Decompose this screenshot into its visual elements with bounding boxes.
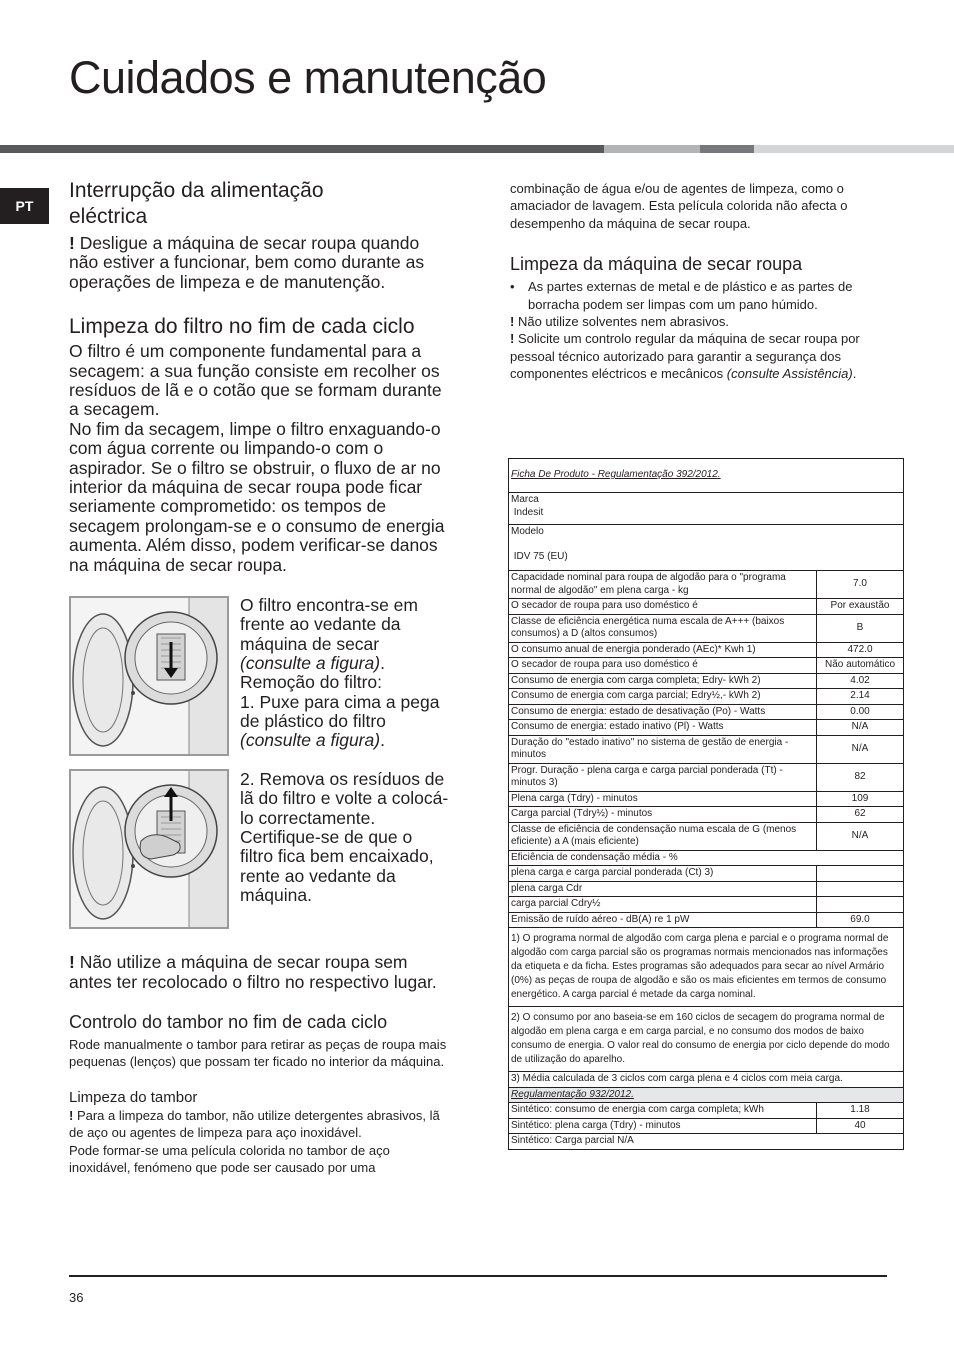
table-row — [509, 791, 904, 807]
table-cell-label: Progr. Duração - plena carga e carga parcial ponderada (Tt) - minutos 3) — [509, 763, 817, 791]
figure-row-1 — [69, 596, 449, 756]
service-reference: (consulte Assistência) — [726, 366, 853, 382]
fiche-header — [509, 459, 904, 493]
section-title-filter: Limpeza do filtro no fim de cada ciclo — [69, 315, 415, 339]
filter-paragraph-2: No fim da secagem, limpe o filtro enxaguando-o com água corrente ou limpando-o com o aspirador. Se o filtro se obstruir, o fluxo de ar no interior da máquina de secar roupa pode ficar seriamente comprometido: os tempos de secagem prolongam-se e o consumo de energia aumenta. Além disso, podem verificar-se danos na máquina de secar roupa. — [69, 418, 445, 575]
table-cell-value: 2.14 — [817, 689, 904, 705]
table-cell-value: N/A — [817, 735, 904, 763]
brand-value: Indesit — [513, 506, 544, 518]
table-cell-value: 82 — [817, 763, 904, 791]
table-row — [509, 658, 904, 674]
continued-text: combinação de água e/ou de agentes de limpeza, como o amaciador de lavagem. Esta película colorida não afecta o desempenho da máquina de secar roupa. — [510, 181, 848, 231]
power-warning — [69, 234, 449, 292]
table-cell-value: B — [817, 614, 904, 642]
table-cell-label: Sintético: plena carga (Tdry) - minutos — [509, 1118, 817, 1134]
table-row — [509, 493, 904, 525]
table-row — [509, 897, 904, 913]
filter-figure-2 — [69, 769, 229, 929]
table-cell-label: Duração do "estado inativo" no sistema de gestão de energia - minutos — [509, 735, 817, 763]
table-row — [509, 614, 904, 642]
table-cell-label: Plena carga (Tdry) - minutos — [509, 791, 817, 807]
table-row — [509, 1103, 904, 1119]
service-warning — [510, 330, 904, 382]
table-cell-label: Capacidade nominal para roupa de algodão para o "programa normal de algodão" em plena carga - kg — [509, 571, 817, 599]
table-cell-label: Eficiência de condensação média - % — [509, 850, 904, 866]
model-value: IDV 75 (EU) — [513, 551, 568, 562]
fig1-ref-b: (consulte a figura) — [240, 730, 381, 751]
table-row — [509, 1072, 904, 1088]
filter-warning — [69, 953, 449, 992]
warning-mark: ! — [510, 314, 515, 330]
table-cell-value: 472.0 — [817, 642, 904, 658]
table-cell-label: Sintético: consumo de energia com carga completa; kWh — [509, 1103, 817, 1119]
section-title-power: Interrupção da alimentação eléctrica — [69, 179, 324, 228]
table-row — [509, 866, 904, 882]
section-title-drum-check: Controlo do tambor no fim de cada ciclo — [69, 1011, 388, 1032]
brand-label: Marca — [511, 494, 539, 505]
warning-mark: ! — [510, 331, 515, 347]
page-title: Cuidados e manutenção — [69, 52, 547, 103]
fig1-text-a: O filtro encontra-se em frente ao vedante da máquina de secar — [240, 595, 418, 654]
table-cell-label: Classe de eficiência de condensação numa escala de G (menos eficiente) a A (mais eficiente) — [509, 822, 817, 850]
service-warning-text: Solicite um controlo regular da máquina de secar roupa por pessoal técnico autorizado para garantir a segurança dos componentes eléctricos e mecânicos — [510, 331, 860, 382]
table-cell-value: 1.18 — [817, 1103, 904, 1119]
header-bar-dark — [0, 145, 604, 153]
drum-check-text: Rode manualmente o tambor para retirar as peças de roupa mais pequenas (lenços) que possam ter ficado no interior da máquina. — [69, 1036, 447, 1070]
table-cell-label: Carga parcial (Tdry½) - minutos — [509, 807, 817, 823]
language-tab: PT — [0, 188, 49, 224]
table-row — [509, 704, 904, 720]
page-number: 36 — [69, 1290, 84, 1305]
header-bar-pale — [754, 145, 954, 153]
table-cell-value: N/A — [817, 822, 904, 850]
solvent-warning-text: Não utilize solventes nem abrasivos. — [514, 314, 729, 330]
filter-paragraph-1: O filtro é um componente fundamental para a secagem: a sua função consiste em recolher os resíduos de lã e o cotão que se formam durante a secagem. — [69, 341, 442, 420]
brand-cell — [509, 493, 904, 525]
table-cell-label: 3) Média calculada de 3 ciclos com carga plena e 4 ciclos com meia carga. — [509, 1072, 904, 1088]
table-cell-label: plena carga e carga parcial ponderada (Ct) 3) — [509, 866, 817, 882]
table-cell-label: O secador de roupa para uso doméstico é — [509, 658, 817, 674]
table-cell-value: 69.0 — [817, 912, 904, 928]
table-cell-value: N/A — [817, 720, 904, 736]
table-row — [509, 928, 904, 1007]
table-cell-label: Classe de eficiência energética numa escala de A+++ (baixos consumos) a D (altos consumos) — [509, 614, 817, 642]
table-row — [509, 912, 904, 928]
table-cell-label: Consumo de energia com carga parcial; Edry½,- kWh 2) — [509, 689, 817, 705]
table-row — [509, 735, 904, 763]
table-cell-value — [817, 881, 904, 897]
table-cell-value: Não automático — [817, 658, 904, 674]
table-row — [509, 850, 904, 866]
header-bar-mid — [700, 145, 754, 153]
fig1-text-g: . — [380, 730, 385, 751]
table-row — [509, 459, 904, 493]
table-cell-label: Consumo de energia: estado de desativação (Po) - Watts — [509, 704, 817, 720]
figure-2-caption: 2. Remova os resíduos de lã do filtro e volte a colocá-lo correctamente. Certifique-se de que o filtro fica bem encaixado, rente ao vedante da máquina. — [240, 769, 449, 905]
drum-clean-text-1 — [69, 1107, 449, 1142]
table-row — [509, 571, 904, 599]
table-cell-value — [817, 897, 904, 913]
dryer-door-illustration-1 — [71, 598, 227, 754]
table-row — [509, 881, 904, 897]
fig1-step-1: 1. Puxe para cima a pega de plástico do filtro — [240, 691, 440, 731]
table-cell-value: Por exaustão — [817, 599, 904, 615]
table-row — [509, 1118, 904, 1134]
solvent-warning — [510, 313, 904, 330]
left-column — [69, 178, 449, 1176]
table-cell-label: Consumo de energia: estado inativo (Pl) - Watts — [509, 720, 817, 736]
table-row — [509, 1087, 904, 1103]
table-cell-label: carga parcial Cdry½ — [509, 897, 817, 913]
table-row — [509, 673, 904, 689]
dryer-door-illustration-2 — [71, 771, 227, 927]
table-cell-value: 62 — [817, 807, 904, 823]
table-cell-value: 4.02 — [817, 673, 904, 689]
warning-mark: ! — [69, 952, 75, 973]
figure-1-caption — [240, 596, 449, 756]
table-row — [509, 822, 904, 850]
table-row — [509, 642, 904, 658]
table-row — [509, 807, 904, 823]
table-cell-value: 0.00 — [817, 704, 904, 720]
model-cell — [509, 525, 904, 571]
warning-mark: ! — [69, 233, 75, 253]
table-cell-label: O secador de roupa para uso doméstico é — [509, 599, 817, 615]
fig1-text-c: . — [380, 652, 385, 673]
table-cell-value — [817, 866, 904, 882]
table-cell-label: Regulamentação 932/2012. — [509, 1087, 904, 1103]
header-bar-light — [604, 145, 700, 153]
table-row — [509, 720, 904, 736]
filter-figure-1 — [69, 596, 229, 756]
filter-warning-text: Não utilize a máquina de secar roupa sem antes ter recolocado o filtro no respectivo lugar. — [69, 952, 437, 992]
table-cell-value: 7.0 — [817, 571, 904, 599]
table-cell-label: O consumo anual de energia ponderado (AEc)* Kwh 1) — [509, 642, 817, 658]
figure-row-2 — [69, 769, 449, 929]
footer-rule — [69, 1275, 887, 1277]
table-row — [509, 525, 904, 571]
right-column — [510, 180, 904, 383]
fiche-header-text: Ficha De Produto - Regulamentação 392/2012. — [511, 469, 721, 481]
list-item: • As partes externas de metal e de plástico e as partes de borracha podem ser limpas com um pano húmido. — [510, 278, 904, 313]
table-row — [509, 689, 904, 705]
table-cell-value: 40 — [817, 1118, 904, 1134]
section-title-drum-clean: Limpeza do tambor — [69, 1088, 198, 1106]
warning-mark: ! — [69, 1107, 74, 1123]
table-cell-label: 1) O programa normal de algodão com carga plena e parcial e o programa normal de algodão com carga parcial são os programas normais mencionados nas informações da etiqueta e da ficha. Estes programas são adequados para secar ao nível Armário (0%) as peças de roupa de algodão e são os mais eficientes em termos de consumo energético. A carga parcial é metade da carga nominal. — [509, 928, 904, 1007]
product-fiche-table — [508, 458, 904, 1150]
table-cell-label: Emissão de ruído aéreo - dB(A) re 1 pW — [509, 912, 817, 928]
table-row — [509, 763, 904, 791]
table-row — [509, 1007, 904, 1072]
drum-clean-text-2: Pode formar-se uma película colorida no tambor de aço inoxidável, fenómeno que pode ser causado por uma — [69, 1142, 390, 1175]
section-title-dryer-clean: Limpeza da máquina de secar roupa — [510, 254, 803, 275]
table-row — [509, 1134, 904, 1150]
model-label: Modelo — [511, 526, 544, 537]
drum-clean-warning: Para a limpeza do tambor, não utilize detergentes abrasivos, lã de aço ou agentes de limpeza para aço inoxidável. — [69, 1107, 440, 1141]
table-cell-value: 109 — [817, 791, 904, 807]
fig1-removal-label: Remoção do filtro: — [240, 672, 383, 693]
table-row — [509, 599, 904, 615]
table-cell-label: plena carga Cdr — [509, 881, 817, 897]
power-warning-text: Desligue a máquina de secar roupa quando não estiver a funcionar, bem como durante as operações de limpeza e de manutenção. — [69, 233, 425, 292]
fig1-ref-a: (consulte a figura) — [240, 652, 381, 673]
table-cell-label: Consumo de energia com carga completa; Edry- kWh 2) — [509, 673, 817, 689]
service-warning-end: . — [852, 366, 857, 382]
dryer-clean-list — [510, 278, 904, 313]
table-cell-label: Sintético: Carga parcial N/A — [509, 1134, 904, 1150]
table-cell-label: 2) O consumo por ano baseia-se em 160 ciclos de secagem do programa normal de algodão em plena carga e em carga parcial, e no consumo dos modos de baixo consumo de energia. O valor real do consumo de energia por ciclo depende do modo de utilização do aparelho. — [509, 1007, 904, 1072]
